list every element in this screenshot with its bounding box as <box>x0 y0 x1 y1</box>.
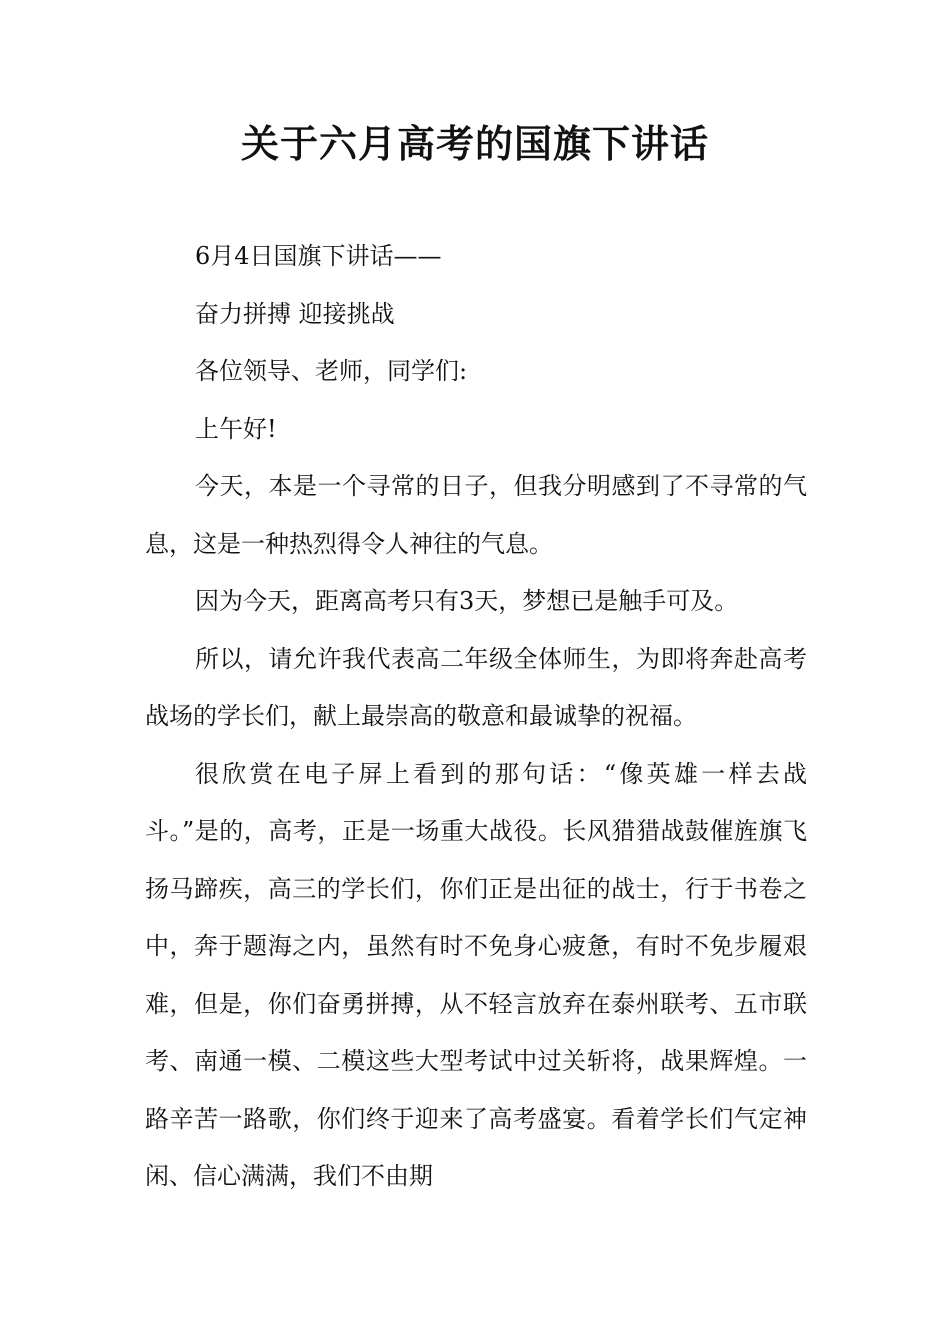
paragraph-date-heading: 6月4日国旗下讲话—— <box>195 242 442 270</box>
page-title: 关于六月高考的国旗下讲话 <box>240 122 709 166</box>
paragraph-body-3: 所以，请允许我代表高二年级全体师生，为即将奔赴高考战场的学长们，献上最崇高的敬意和最诚挚的祝福。 <box>145 644 807 730</box>
paragraph-body-1: 今天，本是一个寻常的日子，但我分明感到了不寻常的气息，这是一种热烈得令人神往的气息。 <box>145 472 807 558</box>
paragraph-salutation: 各位领导、老师，同学们: <box>195 357 468 385</box>
paragraph-subtitle: 奋力拼搏 迎接挑战 <box>195 299 395 328</box>
paragraph-body-2: 因为今天，距离高考只有3天，梦想已是触手可及。 <box>195 587 739 615</box>
paragraph-greeting: 上午好! <box>195 414 277 443</box>
paragraph-body-4: 很欣赏在电子屏上看到的那句话：“像英雄一样去战斗。”是的，高考，正是一场重大战役。长风猎猎战鼓催旌旗飞扬马蹄疾，高三的学长们，你们正是出征的战士，行于书卷之中，奔于题海之内，虽然有时不免身心疲惫，有时不免步履艰难，但是，你们奋勇拼搏，从不轻言放弃在泰州联考、五市联考、南通一模、二模这些大型考试中过关斩将，战果辉煌。一路辛苦一路歌，你们终于迎来了高考盛宴。看着学长们气定神闲、信心满满，我们不由期 <box>145 759 807 1190</box>
speech-body <box>145 228 807 1206</box>
